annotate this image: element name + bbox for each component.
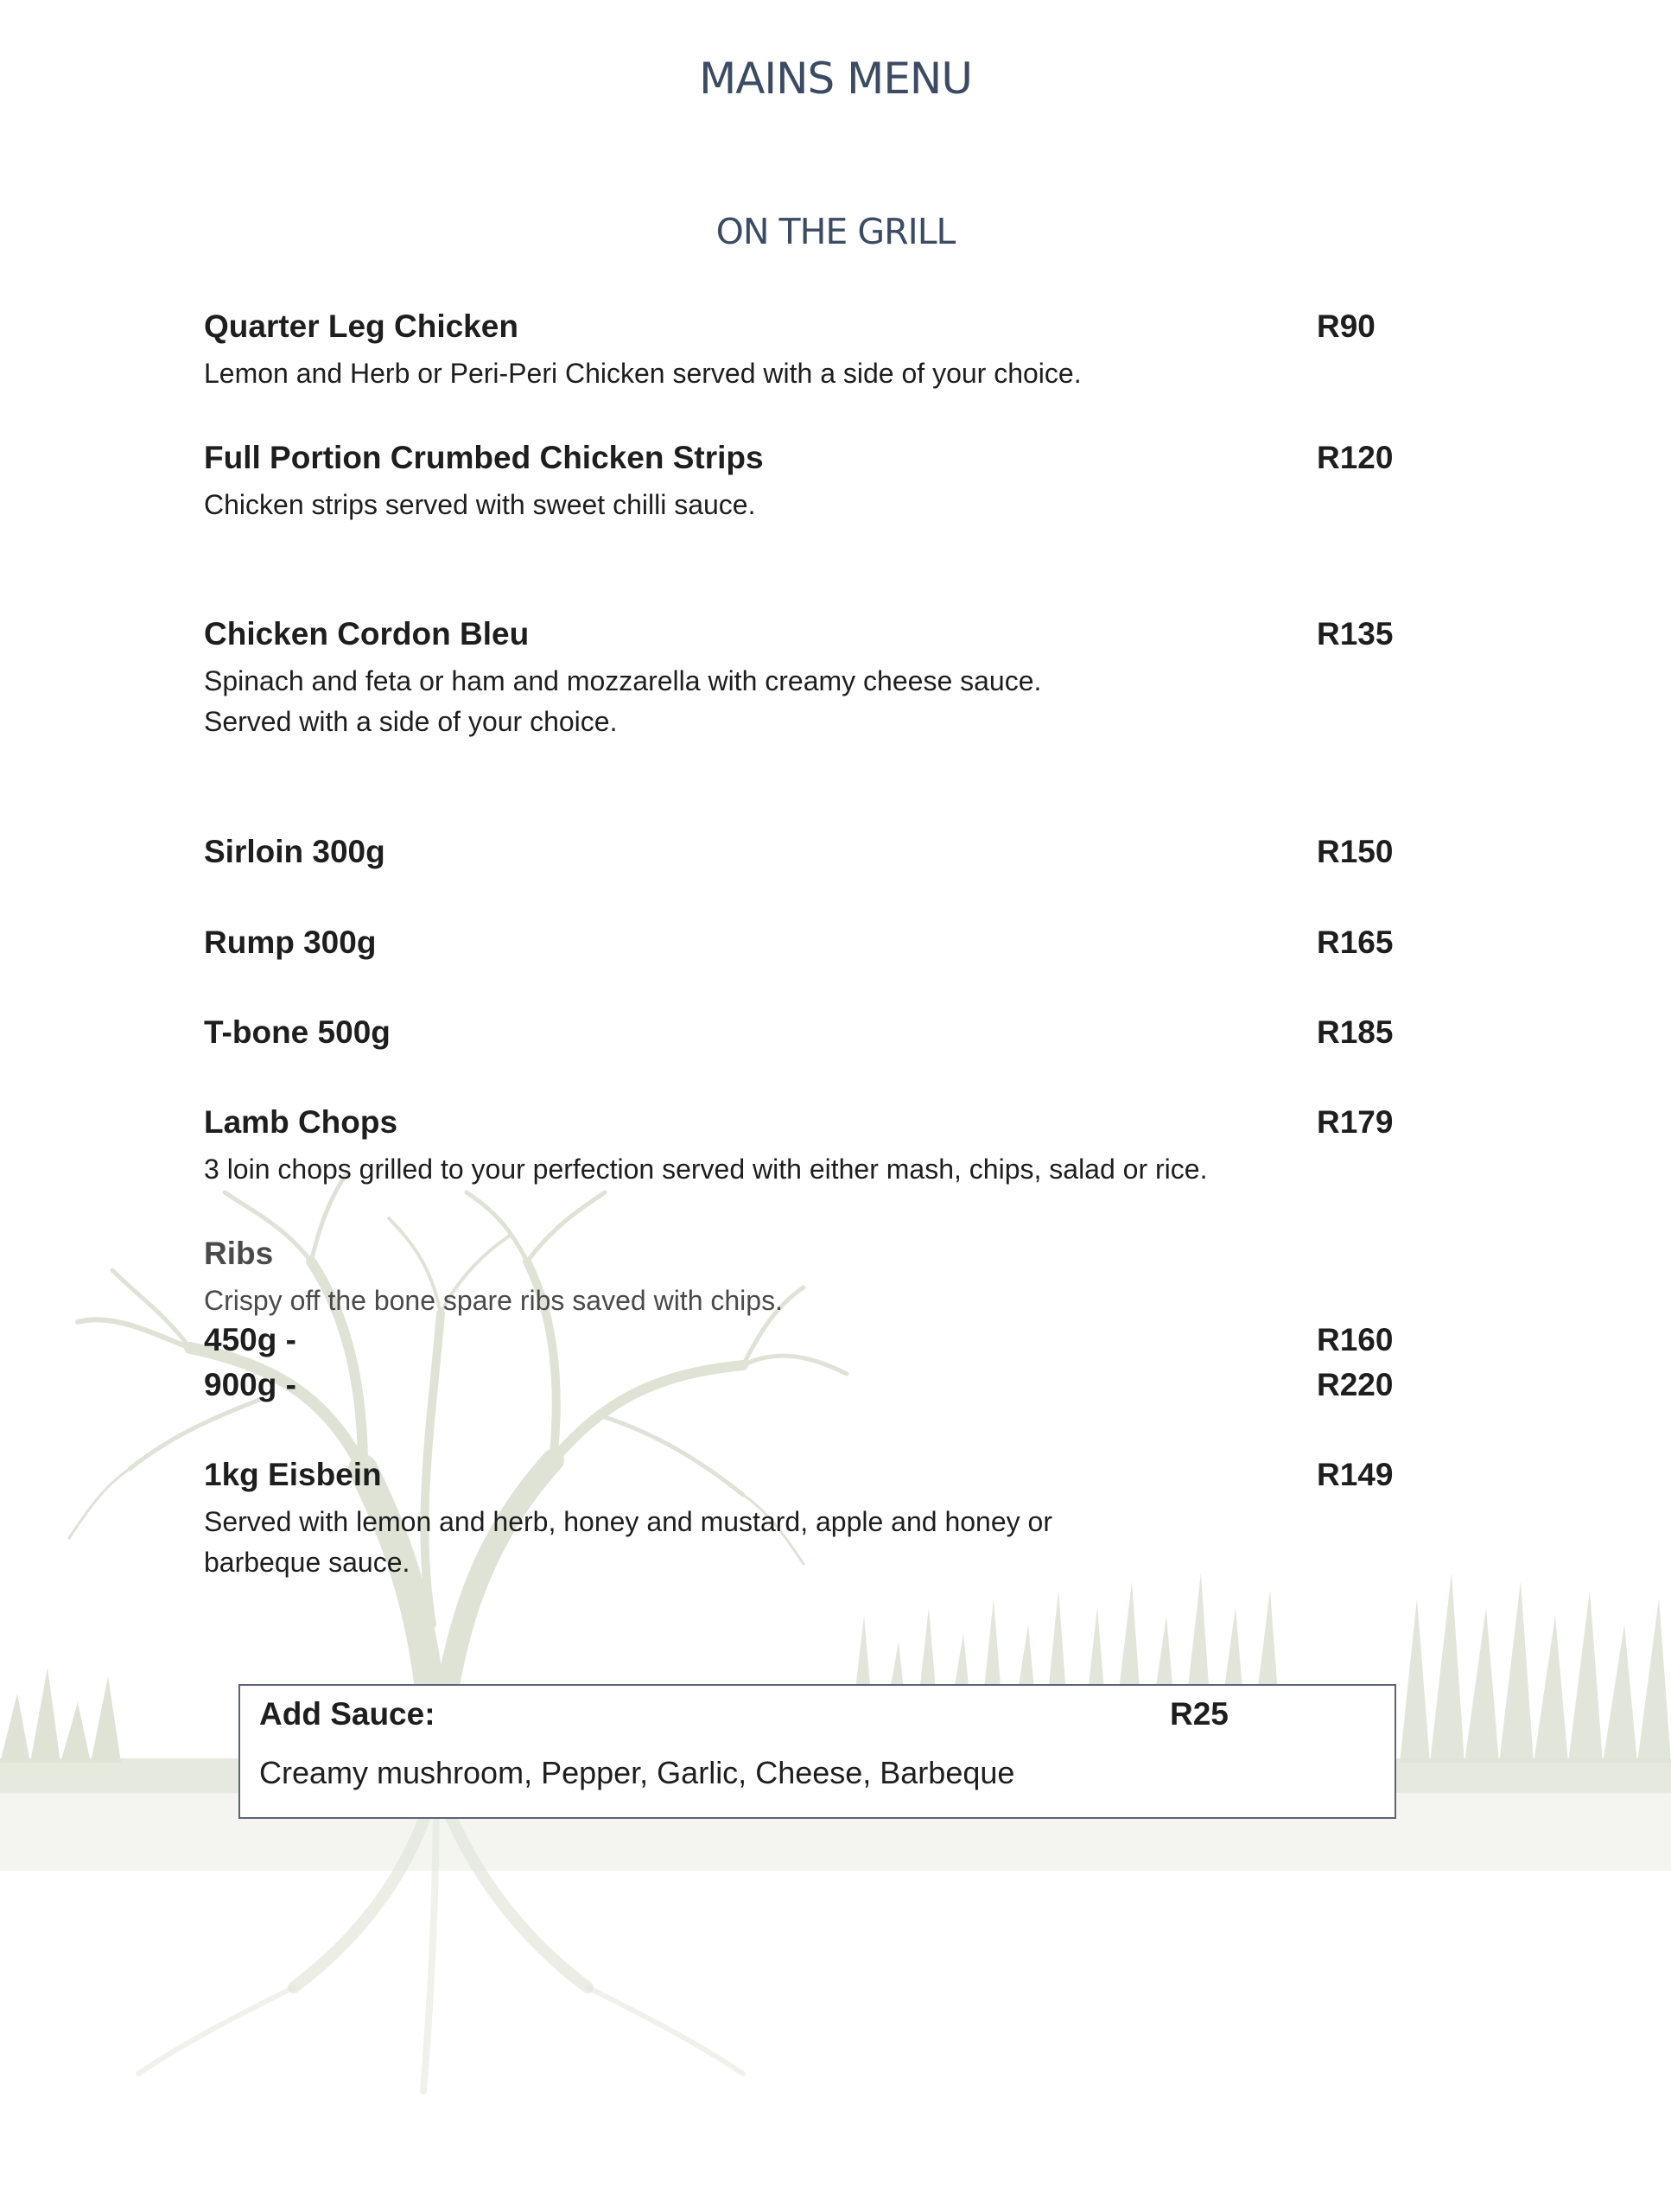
item-name: Quarter Leg Chicken (204, 308, 518, 344)
item-name: Lamb Chops (204, 1104, 398, 1140)
item-description: Chicken strips served with sweet chilli sauce. (204, 489, 756, 520)
item-price: R165 (1317, 925, 1394, 960)
item-name: Chicken Cordon Bleu (204, 616, 530, 652)
item-description: barbeque sauce. (204, 1547, 410, 1578)
item-price: R179 (1317, 1104, 1394, 1140)
item-description: Lemon and Herb or Peri-Peri Chicken served with a side of your choice. (204, 358, 1082, 389)
item-name: Sirloin 300g (204, 834, 385, 869)
ribs-size-price: R160 (1317, 1322, 1394, 1357)
item-description: Served with lemon and herb, honey and mustard, apple and honey or (204, 1506, 1052, 1537)
section-title: ON THE GRILL (715, 211, 956, 252)
item-name: 1kg Eisbein (204, 1457, 382, 1492)
item-price: R149 (1317, 1457, 1394, 1492)
ribs-size-label: 900g - (204, 1367, 296, 1402)
add-sauce-price: R25 (1170, 1696, 1229, 1732)
item-description: Crispy off the bone spare ribs saved with chips. (204, 1285, 783, 1316)
item-price: R120 (1317, 440, 1394, 475)
item-description: 3 loin chops grilled to your perfection served with either mash, chips, salad or rice. (204, 1154, 1208, 1185)
item-price: R185 (1317, 1014, 1394, 1050)
item-price: R135 (1317, 616, 1394, 652)
sauce-options: Creamy mushroom, Pepper, Garlic, Cheese, Barbeque (259, 1755, 1015, 1790)
item-name: Ribs (204, 1236, 274, 1271)
item-price: R90 (1317, 308, 1376, 344)
item-description: Served with a side of your choice. (204, 706, 618, 737)
add-sauce-box (238, 1684, 1396, 1819)
item-price: R150 (1317, 834, 1394, 869)
item-name: T-bone 500g (204, 1014, 391, 1050)
ribs-size-price: R220 (1317, 1367, 1394, 1402)
item-name: Full Portion Crumbed Chicken Strips (204, 440, 764, 475)
page-title: MAINS MENU (699, 54, 972, 104)
item-description: Spinach and feta or ham and mozzarella with creamy cheese sauce. (204, 665, 1042, 696)
ribs-size-label: 450g - (204, 1322, 296, 1357)
add-sauce-label: Add Sauce: (259, 1696, 435, 1732)
item-name: Rump 300g (204, 925, 377, 960)
